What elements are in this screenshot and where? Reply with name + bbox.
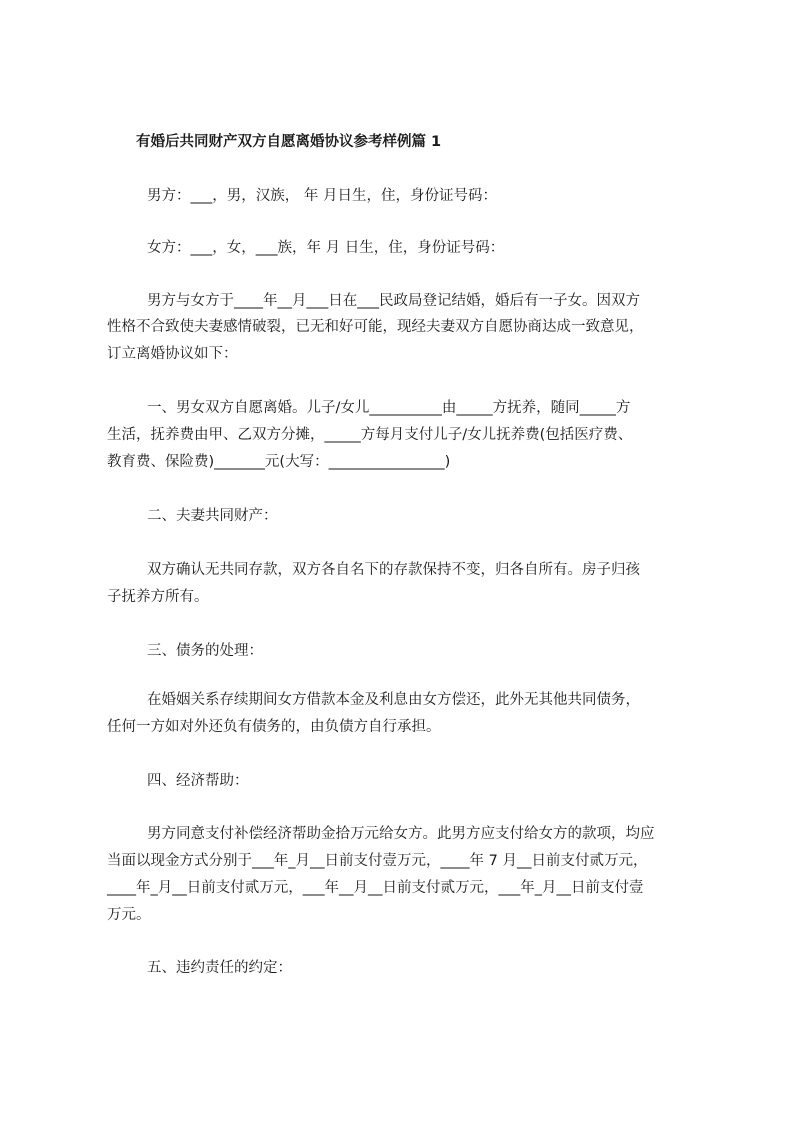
intro-paragraph-line-1: 男方与女方于____年__月___日在___民政局登记结婚，婚后有一子女。因双方 [147,293,640,309]
document-title: 有婚后共同财产双方自愿离婚协议参考样例篇 1 [136,134,442,150]
section-4-line-1: 男方同意支付补偿经济帮助金拾万元给女方。此男方应支付给女方的款项，均应 [147,826,655,842]
intro-paragraph-line-2: 性格不合致使夫妻感情破裂，已无和好可能，现经夫妻双方自愿协商达成一致意见， [107,319,644,335]
section-3-line-2: 任何一方如对外还负有债务的，由负债方自行承担。 [107,719,441,735]
male-party-line: 男方：___，男，汉族， 年 月日生，住，身份证号码： [147,188,497,204]
clause-1-line-1: 一、男女双方自愿离婚。儿子/女儿__________由_____方抚养，随同_____方 [147,400,631,416]
clause-1-line-3: 教育费、保险费)_______元(大写：________________) [107,454,451,470]
section-4-heading: 四、经济帮助： [147,773,249,789]
section-4-line-2: 当面以现金方式分别于___年_月__日前支付壹万元，____年 7 月__日前支付贰万元， [107,853,648,869]
section-2-line-1: 双方确认无共同存款，双方各自名下的存款保持不变，归各自所有。房子归孩 [147,562,640,578]
section-3-line-1: 在婚姻关系存续期间女方借款本金及利息由女方偿还，此外无其他共同债务， [147,692,640,708]
section-4-line-3: ____年_月__日前支付贰万元，___年__月__日前支付贰万元，___年_月__日前支付壹 [107,880,644,896]
section-2-heading: 二、夫妻共同财产： [147,508,278,524]
section-2-line-2: 子抚养方所有。 [107,589,209,605]
section-4-line-4: 万元。 [107,907,151,923]
female-party-line: 女方：___，女，___族，年 月 日生，住，身份证号码： [147,240,505,256]
section-5-heading: 五、违约责任的约定： [147,960,292,976]
intro-paragraph-line-3: 订立离婚协议如下： [107,346,238,362]
clause-1-line-2: 生活，抚养费由甲、乙双方分摊，_____方每月支付儿子/女儿抚养费(包括医疗费、 [107,427,633,443]
section-3-heading: 三、债务的处理： [147,643,263,659]
